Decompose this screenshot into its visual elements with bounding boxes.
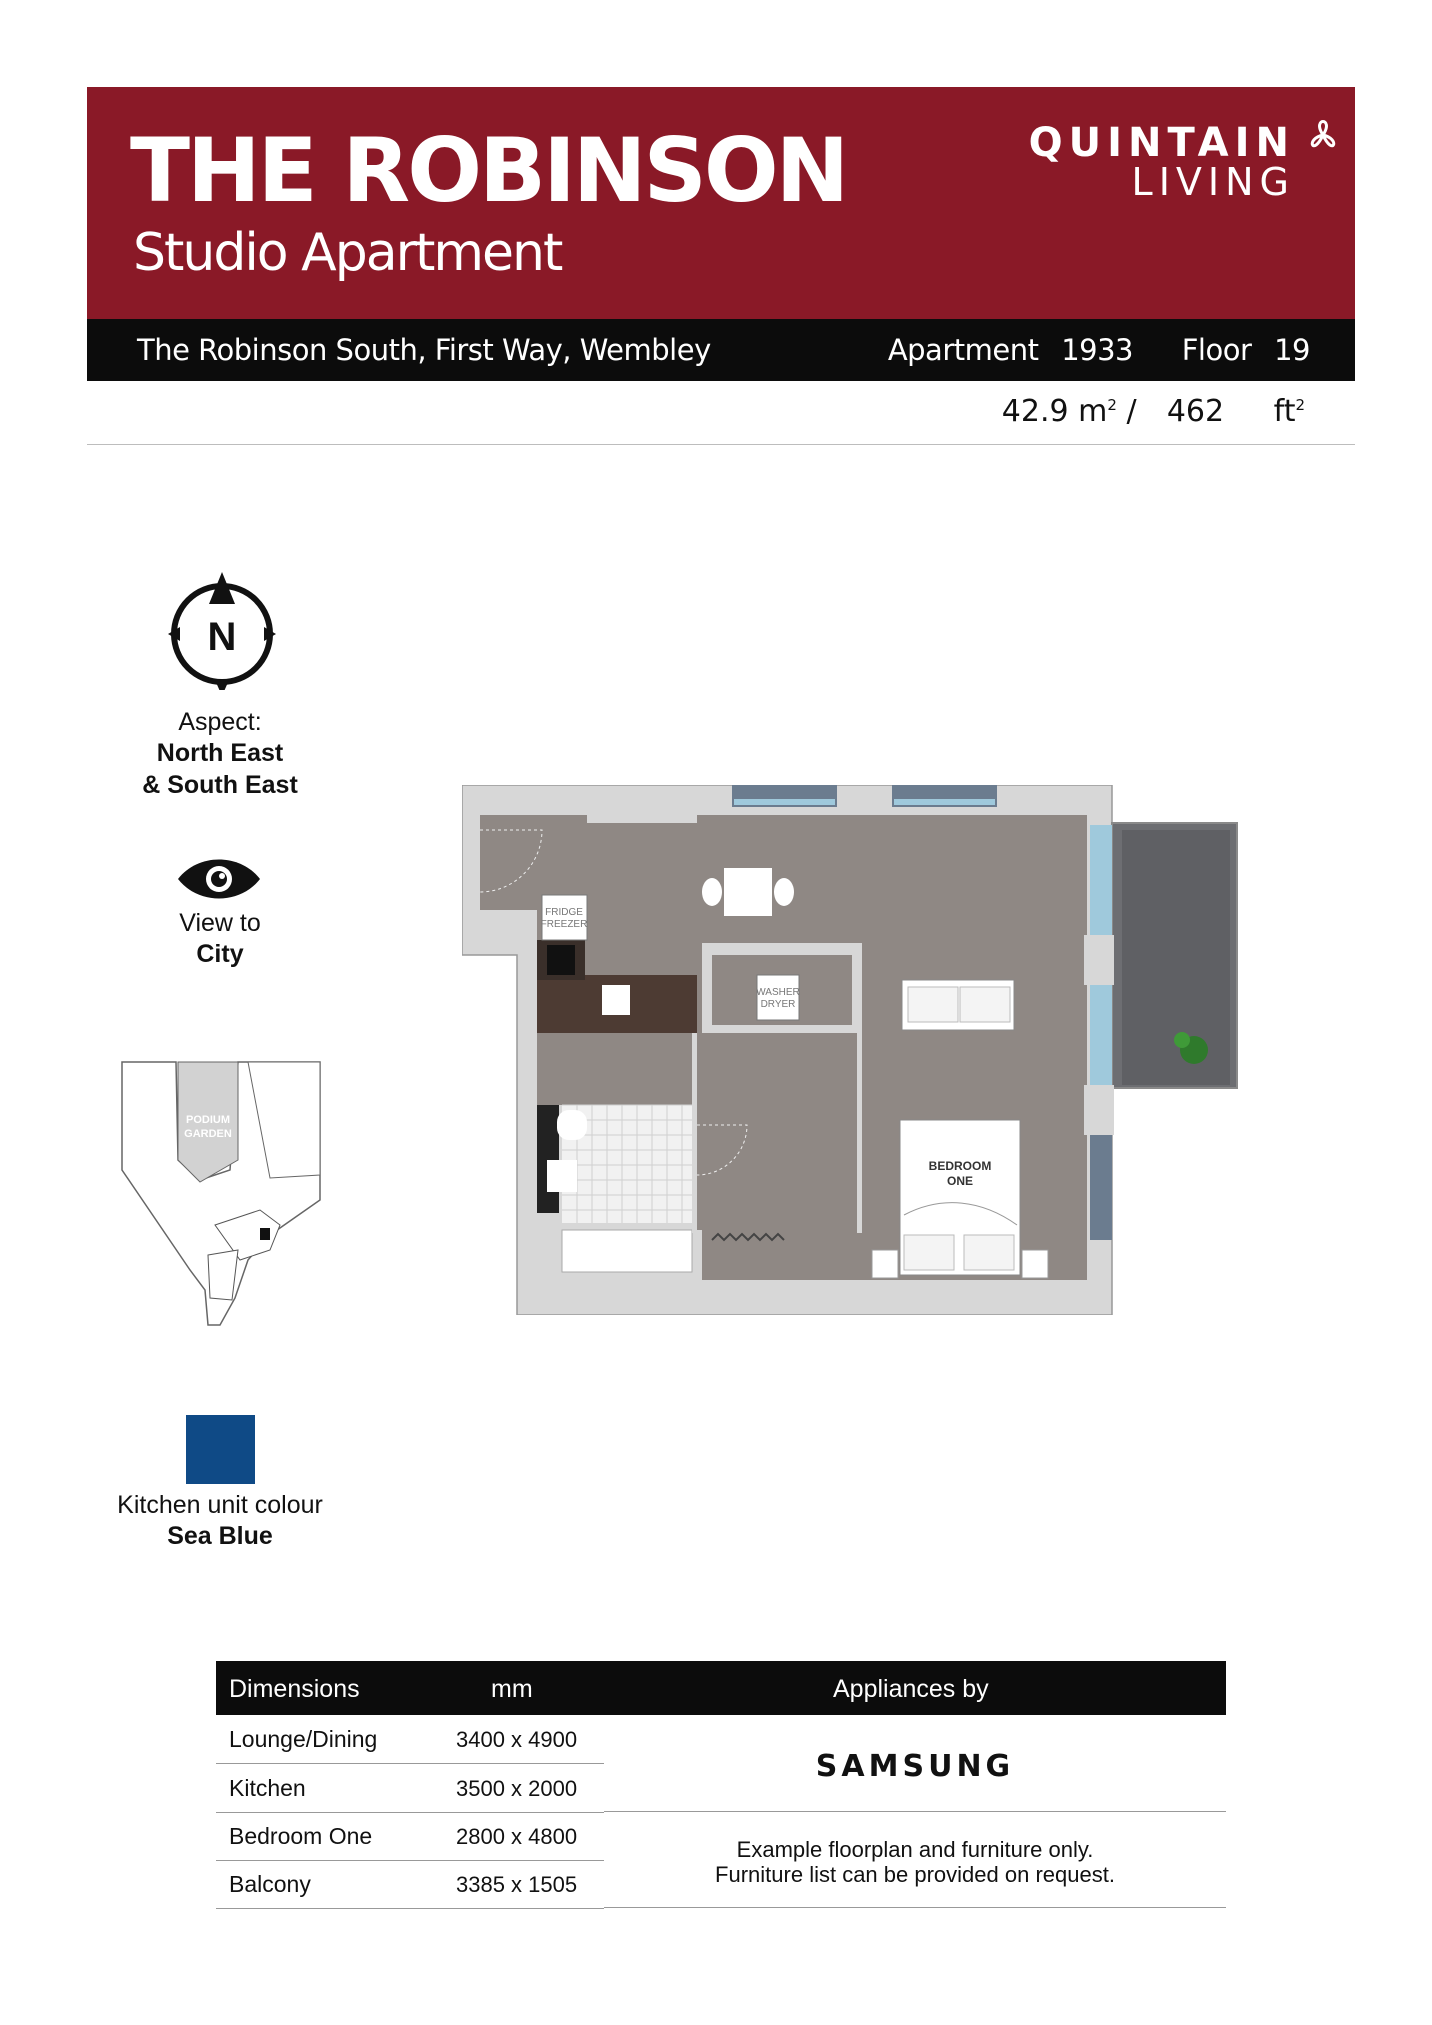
room-size: 3385 x 1505 bbox=[456, 1872, 578, 1897]
header-appliances: Appliances by bbox=[833, 1675, 989, 1703]
room-name: Balcony bbox=[229, 1871, 311, 1897]
bedroom-label-2: ONE bbox=[946, 1174, 974, 1188]
page-title: THE ROBINSON bbox=[130, 119, 847, 222]
kitchen-colour-label: Kitchen unit colour bbox=[117, 1491, 323, 1519]
kitchen-colour-swatch bbox=[186, 1415, 255, 1484]
table-header bbox=[216, 1661, 1226, 1715]
keyplan-label-1: PODIUM bbox=[186, 1114, 230, 1126]
disclaimer-line-2: Furniture list can be provided on request. bbox=[715, 1861, 1115, 1887]
room-size: 3400 x 4900 bbox=[456, 1727, 578, 1752]
appliances-divider bbox=[604, 1811, 1226, 1812]
room-size: 3500 x 2000 bbox=[456, 1776, 578, 1801]
aspect-line-2: & South East bbox=[142, 770, 298, 799]
apartment-marker bbox=[260, 1228, 270, 1240]
room-name: Bedroom One bbox=[229, 1823, 373, 1849]
washer-label-1: WASHER bbox=[756, 987, 800, 998]
aspect-line-1: North East bbox=[156, 739, 284, 768]
keyplan-label-2: GARDEN bbox=[184, 1128, 232, 1140]
brand-logo bbox=[1028, 120, 1295, 204]
apartment-floorplan bbox=[462, 785, 1238, 1315]
area-sqm-exponent: 2 bbox=[1107, 396, 1117, 414]
area-figures bbox=[1002, 394, 1305, 429]
header-banner bbox=[87, 87, 1355, 319]
info-bar bbox=[87, 319, 1355, 381]
room-name: Kitchen bbox=[229, 1775, 306, 1801]
table-row bbox=[216, 1715, 604, 1764]
floor-number: 19 bbox=[1274, 333, 1310, 367]
table-row bbox=[216, 1764, 604, 1813]
logo-line-2: LIVING bbox=[1131, 160, 1295, 204]
area-sqft-exponent: 2 bbox=[1295, 396, 1305, 414]
washer-label-2: DRYER bbox=[760, 999, 796, 1010]
kitchen-colour-value: Sea Blue bbox=[167, 1522, 273, 1551]
kitchen-colour-block bbox=[100, 1490, 340, 1553]
appliance-brand-logo: SAMSUNG bbox=[815, 1749, 1015, 1784]
header-unit: mm bbox=[491, 1675, 533, 1703]
divider-line bbox=[87, 444, 1355, 445]
eye-icon bbox=[176, 855, 262, 903]
logo-line-1: QUINTAIN bbox=[1028, 120, 1295, 166]
trefoil-logo-icon bbox=[1301, 113, 1345, 157]
table-row bbox=[216, 1812, 604, 1861]
apartment-info bbox=[874, 333, 1310, 367]
aspect-label: Aspect: bbox=[178, 708, 262, 736]
table-row bbox=[216, 1860, 604, 1909]
compass-letter: N bbox=[207, 615, 237, 659]
view-value: City bbox=[196, 940, 244, 969]
room-name: Lounge/Dining bbox=[229, 1726, 378, 1752]
disclaimer-note bbox=[604, 1838, 1226, 1887]
north-compass-icon bbox=[166, 570, 278, 690]
area-sqm: 42.9 bbox=[1001, 394, 1069, 429]
fridge-label-1: FRIDGE bbox=[545, 907, 583, 918]
apartment-number: 1933 bbox=[1061, 333, 1133, 367]
header-dimensions: Dimensions bbox=[229, 1675, 360, 1703]
view-label: View to bbox=[179, 909, 261, 937]
area-sqft: 462 bbox=[1166, 394, 1225, 429]
page-subtitle: Studio Apartment bbox=[133, 223, 562, 283]
apartment-label: Apartment bbox=[887, 333, 1039, 367]
floor-label: Floor bbox=[1181, 333, 1252, 367]
aspect-block bbox=[100, 707, 340, 801]
area-sqft-unit: ft bbox=[1273, 394, 1296, 429]
address: The Robinson South, First Way, Wembley bbox=[137, 333, 711, 367]
area-separator: / bbox=[1126, 394, 1137, 429]
disclaimer-line-1: Example floorplan and furniture only. bbox=[736, 1837, 1094, 1862]
fridge-label-2: FREEZER bbox=[540, 919, 588, 930]
area-sqm-unit: m bbox=[1078, 394, 1108, 429]
site-key-plan bbox=[120, 1060, 325, 1328]
room-size: 2800 x 4800 bbox=[456, 1824, 578, 1849]
view-block bbox=[100, 908, 340, 971]
appliances-bottom-line bbox=[604, 1907, 1226, 1908]
bedroom-label-1: BEDROOM bbox=[928, 1159, 992, 1173]
